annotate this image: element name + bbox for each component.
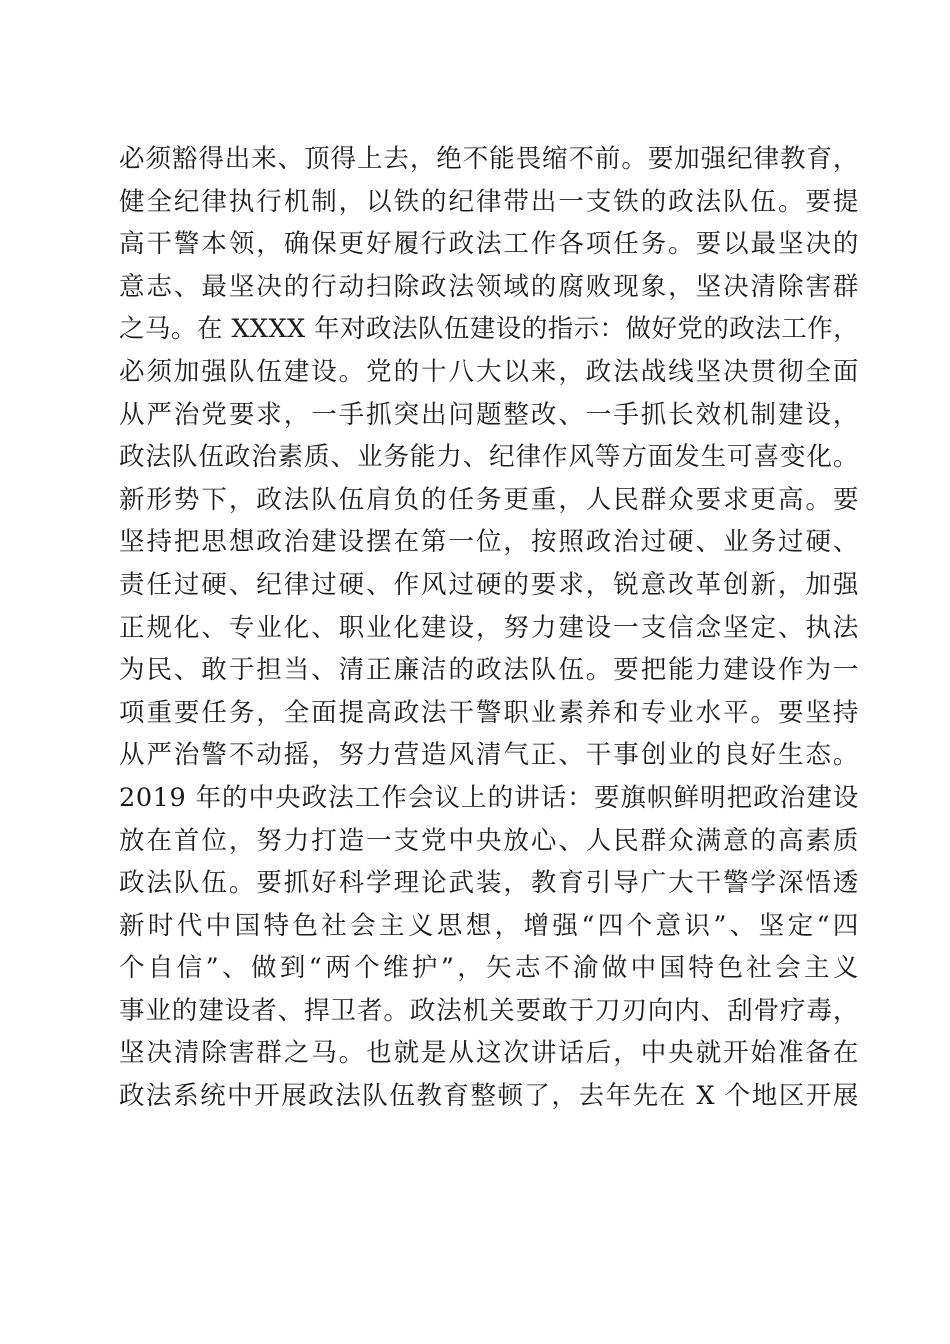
- text-line: 政法系统中开展政法队伍教育整顿了，去年先在 X 个地区开展: [119, 1081, 859, 1112]
- text-line: 责任过硬、纪律过硬、作风过硬的要求，锐意改革创新，加强: [119, 569, 859, 600]
- text-line: 政法队伍。要抓好科学理论武装，教育引导广大干警学深悟透: [119, 868, 859, 899]
- text-line: 坚决清除害群之马。也就是从这次讲话后，中央就开始准备在: [119, 1038, 859, 1069]
- text-line: 健全纪律执行机制，以铁的纪律带出一支铁的政法队伍。要提: [119, 186, 859, 217]
- text-line: 坚持把思想政治建设摆在第一位，按照政治过硬、业务过硬、: [119, 527, 859, 558]
- text-line: 高干警本领，确保更好履行政法工作各项任务。要以最坚决的: [119, 229, 859, 260]
- text-line: 从严治党要求，一手抓突出问题整改、一手抓长效机制建设，: [119, 399, 859, 430]
- text-line: 正规化、专业化、职业化建设，努力建设一支信念坚定、执法: [119, 612, 859, 643]
- text-line: 为民、敢于担当、清正廉洁的政法队伍。要把能力建设作为一: [119, 655, 859, 686]
- text-line: 项重要任务，全面提高政法干警职业素养和专业水平。要坚持: [119, 697, 859, 728]
- body-text: [119, 138, 859, 1118]
- text-line: 新时代中国特色社会主义思想，增强“四个意识”、坚定“四: [119, 910, 859, 941]
- text-line: 政法队伍政治素质、业务能力、纪律作风等方面发生可喜变化。: [119, 442, 859, 473]
- text-line: 必须豁得出来、顶得上去，绝不能畏缩不前。要加强纪律教育，: [119, 144, 859, 174]
- text-line: 之马。在 XXXX 年对政法队伍建设的指示：做好党的政法工作，: [119, 314, 859, 345]
- text-line: 新形势下，政法队伍肩负的任务更重，人民群众要求更高。要: [119, 484, 859, 515]
- text-line: 意志、最坚决的行动扫除政法领域的腐败现象，坚决清除害群: [119, 271, 859, 302]
- text-line: 2019 年的中央政法工作会议上的讲话：要旗帜鲜明把政治建设: [119, 782, 859, 813]
- text-line: 必须加强队伍建设。党的十八大以来，政法战线坚决贯彻全面: [119, 356, 859, 387]
- text-line: 放在首位，努力打造一支党中央放心、人民群众满意的高素质: [119, 825, 859, 856]
- text-line: 从严治警不动摇，努力营造风清气正、干事创业的良好生态。: [119, 740, 859, 771]
- text-line: 事业的建设者、捍卫者。政法机关要敢于刀刃向内、刮骨疗毒，: [119, 995, 859, 1026]
- text-line: 个自信”、做到“两个维护”，矢志不渝做中国特色社会主义: [119, 953, 859, 984]
